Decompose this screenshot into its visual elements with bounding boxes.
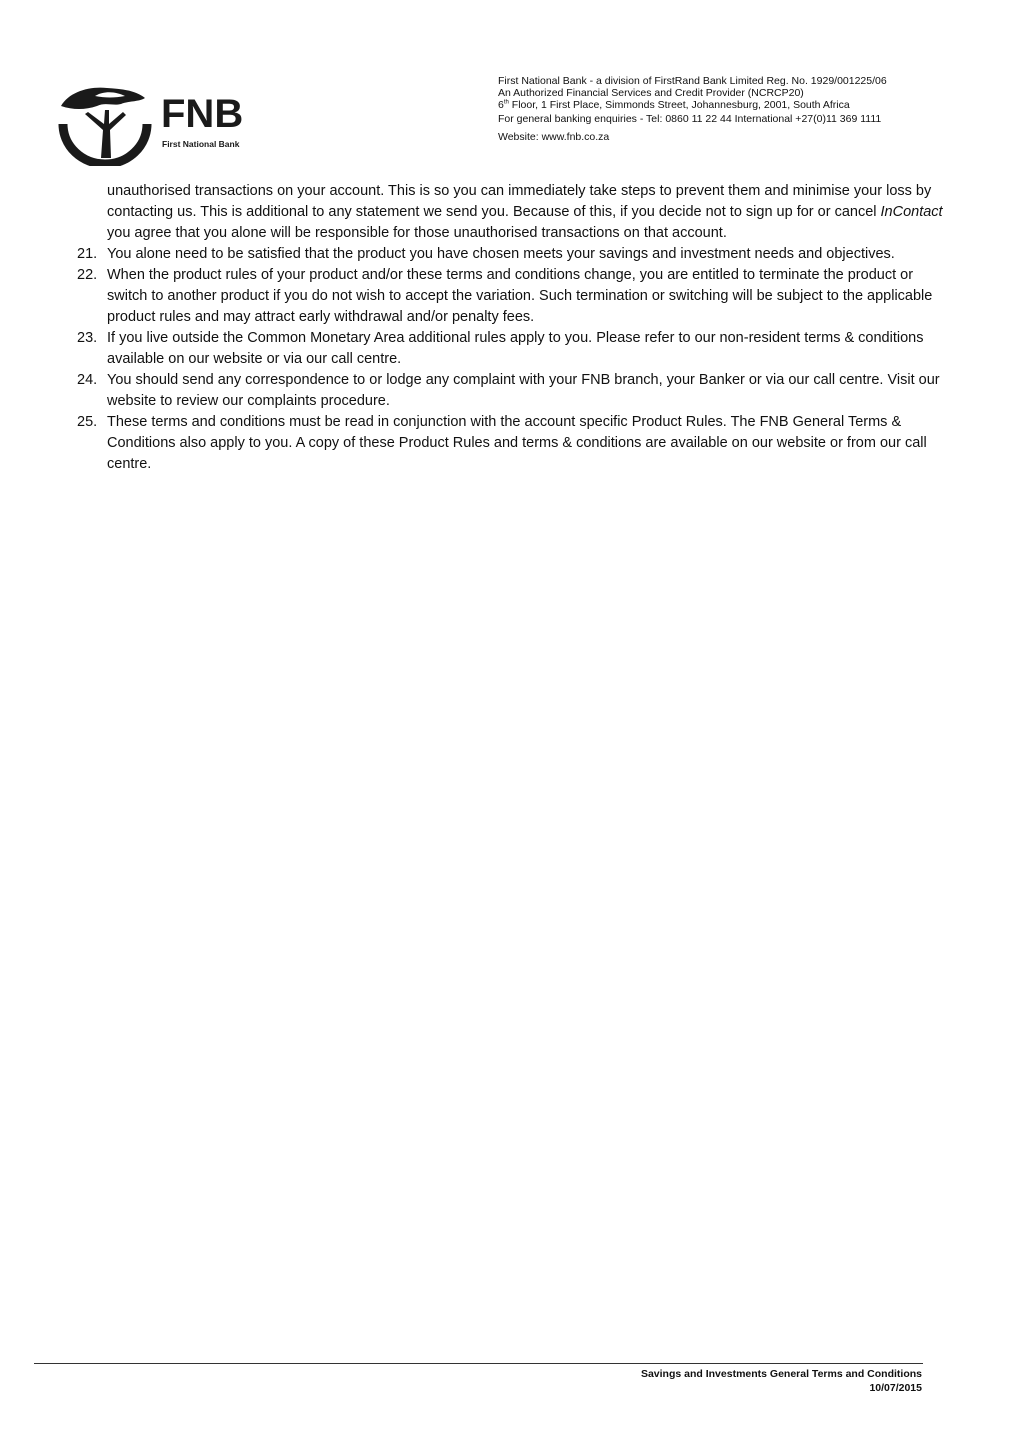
clause-number: 24. — [77, 372, 98, 388]
bank-registration-info — [498, 75, 968, 143]
document-title: Savings and Investments General Terms and Conditions — [640, 1368, 922, 1380]
clause-21 — [77, 244, 957, 265]
continued-clause — [77, 181, 957, 244]
clause-25 — [77, 412, 957, 475]
logo-subtitle: First National Bank — [162, 139, 240, 149]
clause-22 — [77, 265, 957, 328]
incontact-term: InContact — [880, 204, 943, 220]
clause-number: 21. — [77, 246, 98, 262]
registration-line: First National Bank - a division of FirstRand Bank Limited Reg. No. 1929/001225/06 — [498, 75, 887, 87]
continued-text-b: you agree that you alone will be responsible for those unauthorised transactions on that account. — [107, 225, 727, 241]
website-line: Website: www.fnb.co.za — [498, 131, 610, 143]
floor-number: 6 — [498, 99, 504, 111]
clause-24 — [77, 370, 957, 412]
logo-wordmark: FNB — [161, 92, 244, 136]
terms-body — [77, 181, 957, 475]
clause-23 — [77, 328, 957, 370]
clause-text: If you live outside the Common Monetary Area additional rules apply to you. Please refer to our non-resident terms & conditions available on our website or via our call centre. — [107, 330, 924, 367]
clause-number: 25. — [77, 414, 98, 430]
clause-text: You should send any correspondence to or lodge any complaint with your FNB branch, your Banker or via our call centre. Visit our website to review our complaints procedure. — [107, 372, 940, 409]
clause-number: 23. — [77, 330, 98, 346]
continued-text-a: unauthorised transactions on your account. This is so you can immediately take steps to prevent them and minimise your loss by contacting us. This is additional to any statement we send you. Because of this, if you decide not to sign up for or cancel — [107, 183, 932, 220]
authorization-line: An Authorized Financial Services and Credit Provider (NCRCP20) — [498, 87, 804, 99]
fnb-logo — [55, 84, 270, 166]
clause-text: When the product rules of your product and/or these terms and conditions change, you are entitled to terminate the product or switch to another product if you do not wish to accept the variation. Such termination or switching will be subject to the applicable product rules and may attract early withdrawal and/or penalty fees. — [107, 267, 933, 325]
clause-text: You alone need to be satisfied that the product you have chosen meets your savings and investment needs and objectives. — [107, 246, 895, 262]
footer-divider — [34, 1363, 923, 1364]
page-footer — [641, 1367, 922, 1395]
tree-emblem-icon — [55, 84, 155, 166]
document-date: 10/07/2015 — [869, 1382, 922, 1394]
clause-text: These terms and conditions must be read in conjunction with the account specific Product Rules. The FNB General Terms & Conditions also apply to you. A copy of these Product Rules and terms & conditions are available on our website or from our call centre. — [107, 414, 927, 472]
address-text: Floor, 1 First Place, Simmonds Street, Johannesburg, 2001, South Africa — [508, 99, 850, 111]
floor-suffix: th — [503, 99, 509, 106]
enquiries-line: For general banking enquiries - Tel: 0860 11 22 44 International +27(0)11 369 1111 — [498, 113, 882, 125]
address-line — [498, 99, 968, 111]
clause-number: 22. — [77, 267, 98, 283]
